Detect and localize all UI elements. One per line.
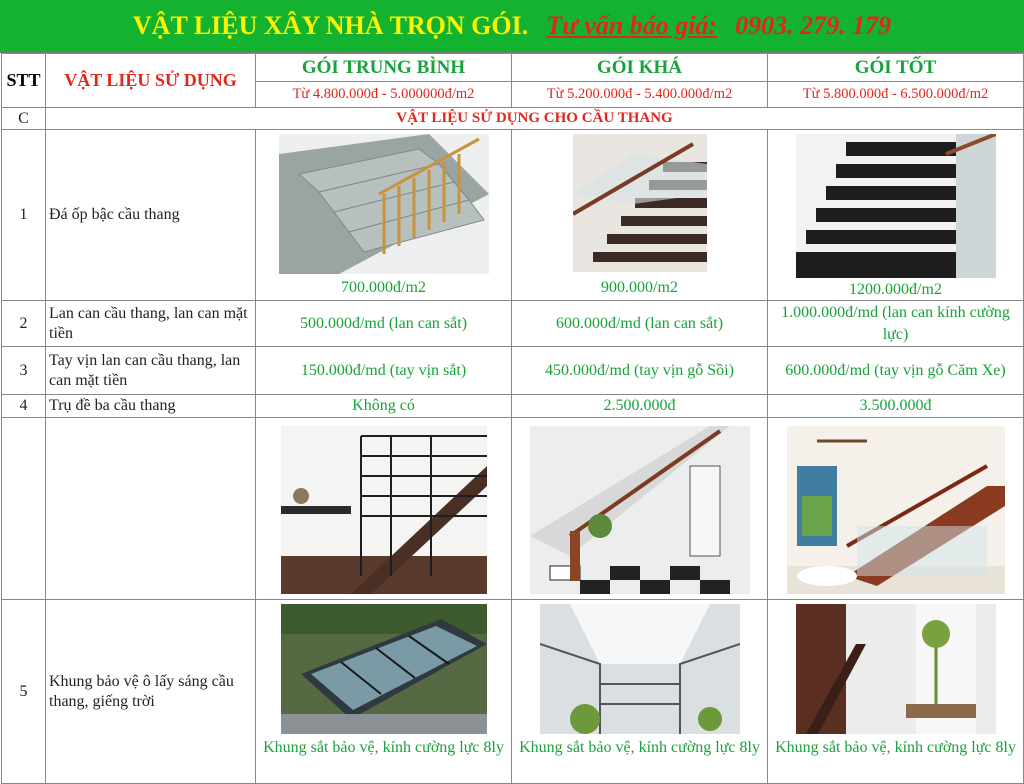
image-cell: [768, 600, 1024, 784]
row-value-best: Khung sắt bảo vệ, kính cường lực 8ly: [775, 739, 1016, 756]
atrium-skylight-photo: [796, 604, 996, 734]
image-cell: [768, 418, 1024, 600]
image-cell: [256, 600, 512, 784]
row-name: Khung bảo vệ ô lấy sáng cầu thang, giếng trời: [46, 600, 256, 784]
row-value-best: 3.500.000đ: [768, 395, 1024, 418]
package-price-basic: Từ 4.800.000đ - 5.000000đ/m2: [256, 82, 512, 108]
image-cell: [512, 418, 768, 600]
header-materials: VẬT LIỆU SỬ DỤNG: [46, 54, 256, 108]
dark-stone-stair-photo: [573, 134, 707, 272]
image-cell: [256, 418, 512, 600]
iron-railing-stair-photo: [281, 426, 487, 594]
table-row: [2, 301, 1024, 347]
row-value-best: 600.000đ/md (tay vịn gỗ Căm Xe): [768, 347, 1024, 395]
row-value-basic: 700.000đ/m2: [341, 279, 426, 296]
image-cell: [256, 130, 512, 301]
row-stt: 4: [2, 395, 46, 418]
row-stt: 3: [2, 347, 46, 395]
row-stt: 2: [2, 301, 46, 347]
glass-railing-stair-photo: [787, 426, 1005, 594]
row-stt: 1: [2, 130, 46, 301]
table-row: [2, 347, 1024, 395]
row-value-good: 450.000đ/md (tay vịn gỗ Sồi): [512, 347, 768, 395]
header-stt: STT: [2, 54, 46, 108]
row-value-good: Khung sắt bảo vệ, kính cường lực 8ly: [519, 739, 760, 756]
row-name: Tay vịn lan can cầu thang, lan can mặt tiền: [46, 347, 256, 395]
wood-handrail-stair-photo: [530, 426, 750, 594]
section-row: [2, 108, 1024, 130]
top-banner: [0, 0, 1024, 53]
table-row: [2, 395, 1024, 418]
package-price-best: Từ 5.800.000đ - 6.500.000đ/m2: [768, 82, 1024, 108]
price-table: [1, 53, 1024, 784]
package-name-best: GÓI TỐT: [768, 54, 1024, 82]
table-row: [2, 418, 1024, 600]
row-value-basic: Không có: [256, 395, 512, 418]
section-code: C: [2, 108, 46, 130]
row-value-good: 900.000/m2: [601, 279, 678, 296]
row-value-best: 1.000.000đ/md (lan can kính cường lực): [768, 301, 1024, 347]
package-price-good: Từ 5.200.000đ - 5.400.000đ/m2: [512, 82, 768, 108]
table-row: [2, 600, 1024, 784]
black-granite-stair-photo: [796, 134, 996, 278]
image-cell: [768, 130, 1024, 301]
section-title: VẬT LIỆU SỬ DỤNG CHO CẦU THANG: [46, 108, 1024, 130]
row-value-good: 2.500.000đ: [512, 395, 768, 418]
row-stt: 5: [2, 600, 46, 784]
glass-skylight-photo: [281, 604, 487, 734]
row-name: Lan can cầu thang, lan can mặt tiền: [46, 301, 256, 347]
row-value-basic: 150.000đ/md (tay vịn sắt): [256, 347, 512, 395]
banner-title: VẬT LIỆU XÂY NHÀ TRỌN GÓI.: [132, 11, 529, 40]
row-value-basic: Khung sắt bảo vệ, kính cường lực 8ly: [263, 739, 504, 756]
package-name-good: GÓI KHÁ: [512, 54, 768, 82]
table-row: [2, 130, 1024, 301]
row-value-good: 600.000đ/md (lan can sắt): [512, 301, 768, 347]
skylight-shaft-photo: [540, 604, 740, 734]
header-row: [2, 54, 1024, 82]
row-value-basic: 500.000đ/md (lan can sắt): [256, 301, 512, 347]
image-cell: [512, 130, 768, 301]
banner-phone[interactable]: 0903. 279. 179: [735, 11, 892, 40]
package-name-basic: GÓI TRUNG BÌNH: [256, 54, 512, 82]
image-cell: [512, 600, 768, 784]
banner-consult-label[interactable]: Tư vấn báo giá:: [546, 11, 718, 40]
row-name: Trụ đề ba cầu thang: [46, 395, 256, 418]
row-value-best: 1200.000đ/m2: [849, 281, 942, 298]
row-name: Đá ốp bậc cầu thang: [46, 130, 256, 301]
granite-stair-photo: [279, 134, 489, 274]
